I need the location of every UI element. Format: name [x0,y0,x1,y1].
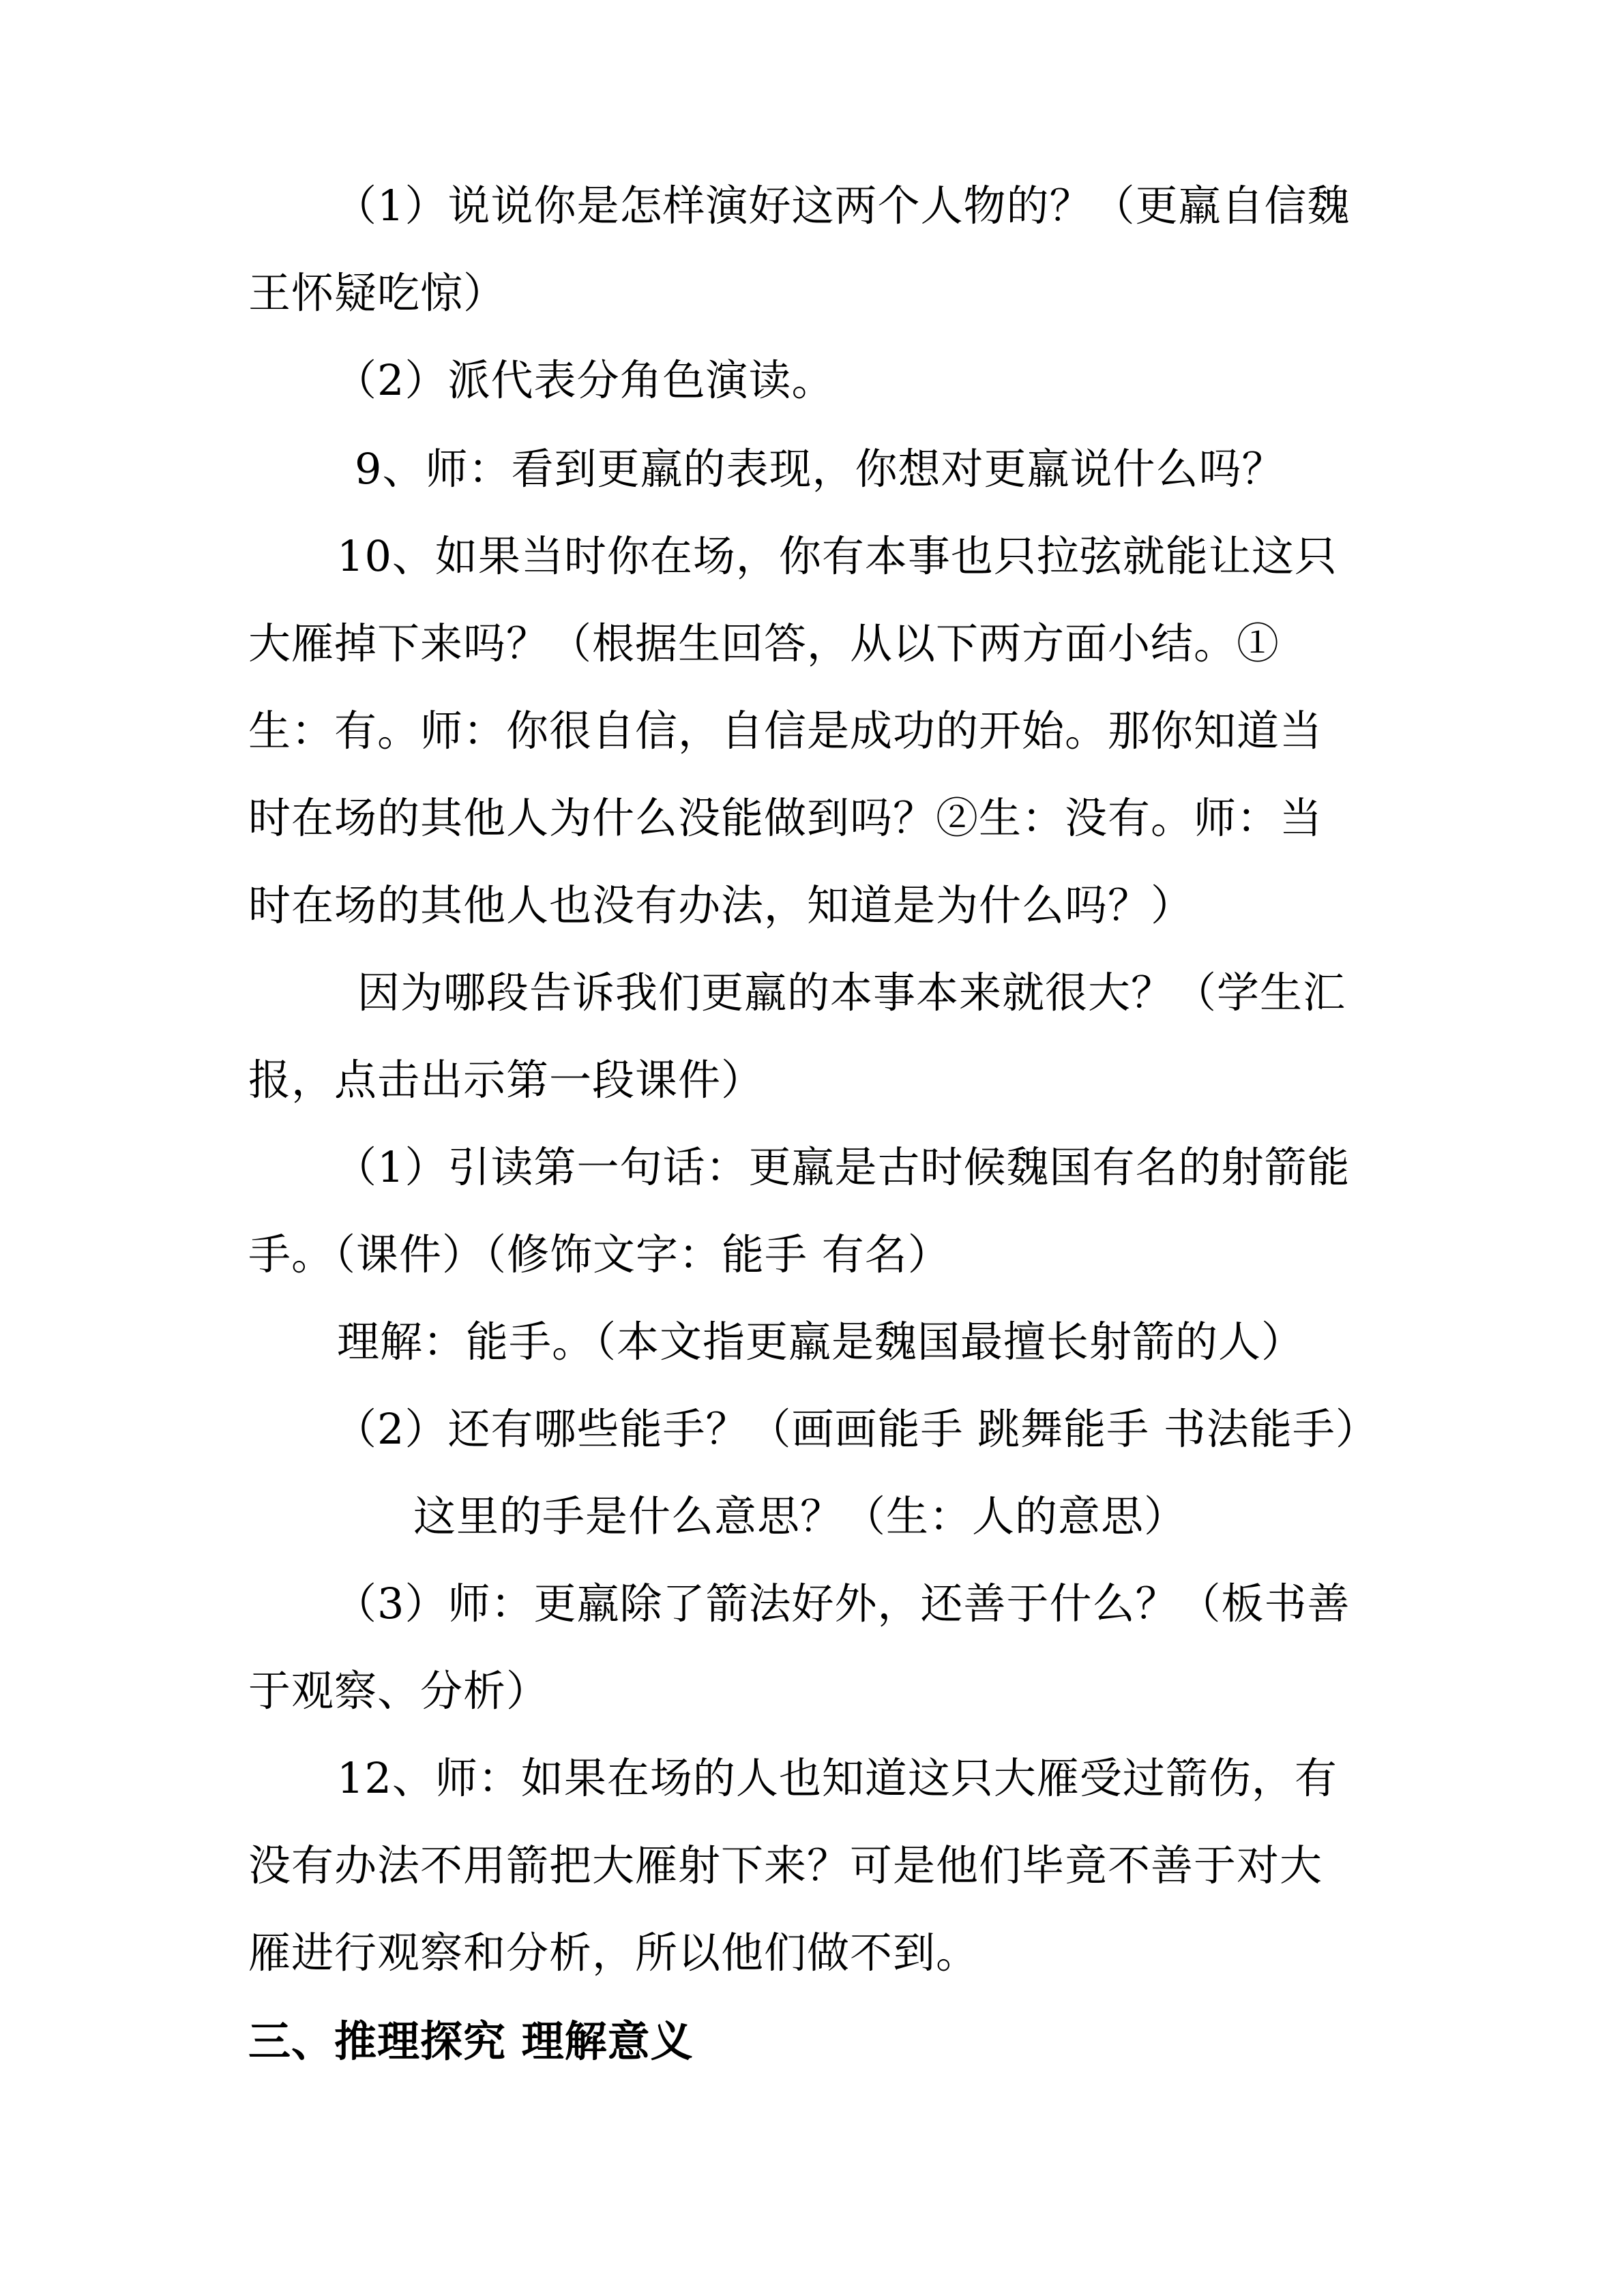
text-line-9: 时在场的其他人也没有办法，知道是为什么吗？） [248,880,1194,930]
text-line-14: 理解：能手。（本文指更羸是魏国最擅长射箭的人） [337,1317,1305,1367]
text-line-15: （2）还有哪些能手？（画画能手 跳舞能手 书法能手） [334,1404,1378,1454]
text-line-4: 9、师：看到更羸的表现，你想对更羸说什么吗？ [355,444,1285,494]
text-line-1: （1）说说你是怎样演好这两个人物的？（更羸自信魏 [334,181,1350,230]
text-line-21: 雁进行观察和分析，所以他们做不到。 [248,1928,979,1978]
text-line-16: 这里的手是什么意思？（生：人的意思） [413,1491,1187,1541]
text-line-3: （2）派代表分角色演读。 [334,355,835,405]
text-line-13: 手。（课件）（修饰文字：能手 有名） [248,1229,951,1279]
text-line-18: 于观察、分析） [248,1666,550,1716]
text-line-12: （1）引读第一句话：更羸是古时候魏国有名的射箭能 [334,1142,1350,1192]
text-line-6: 大雁掉下来吗？（根据生回答，从以下两方面小结。① [248,618,1280,668]
text-line-2: 王怀疑吃惊） [248,268,507,318]
text-line-10: 因为哪段告诉我们更羸的本事本来就很大？（学生汇 [357,968,1346,1017]
text-line-19: 12、师：如果在场的人也知道这只大雁受过箭伤，有 [337,1753,1338,1803]
text-line-11: 报，点击出示第一段课件） [248,1055,765,1105]
text-line-17: （3）师：更羸除了箭法好外，还善于什么？（板书善 [334,1579,1350,1628]
section-heading: 三、推理探究 理解意义 [248,2016,694,2066]
text-line-5: 10、如果当时你在场，你有本事也只拉弦就能让这只 [337,531,1338,581]
text-line-8: 时在场的其他人为什么没能做到吗？②生：没有。师：当 [248,793,1323,843]
text-line-7: 生：有。师：你很自信，自信是成功的开始。那你知道当 [248,706,1323,756]
text-line-20: 没有办法不用箭把大雁射下来？可是他们毕竟不善于对大 [248,1840,1323,1890]
